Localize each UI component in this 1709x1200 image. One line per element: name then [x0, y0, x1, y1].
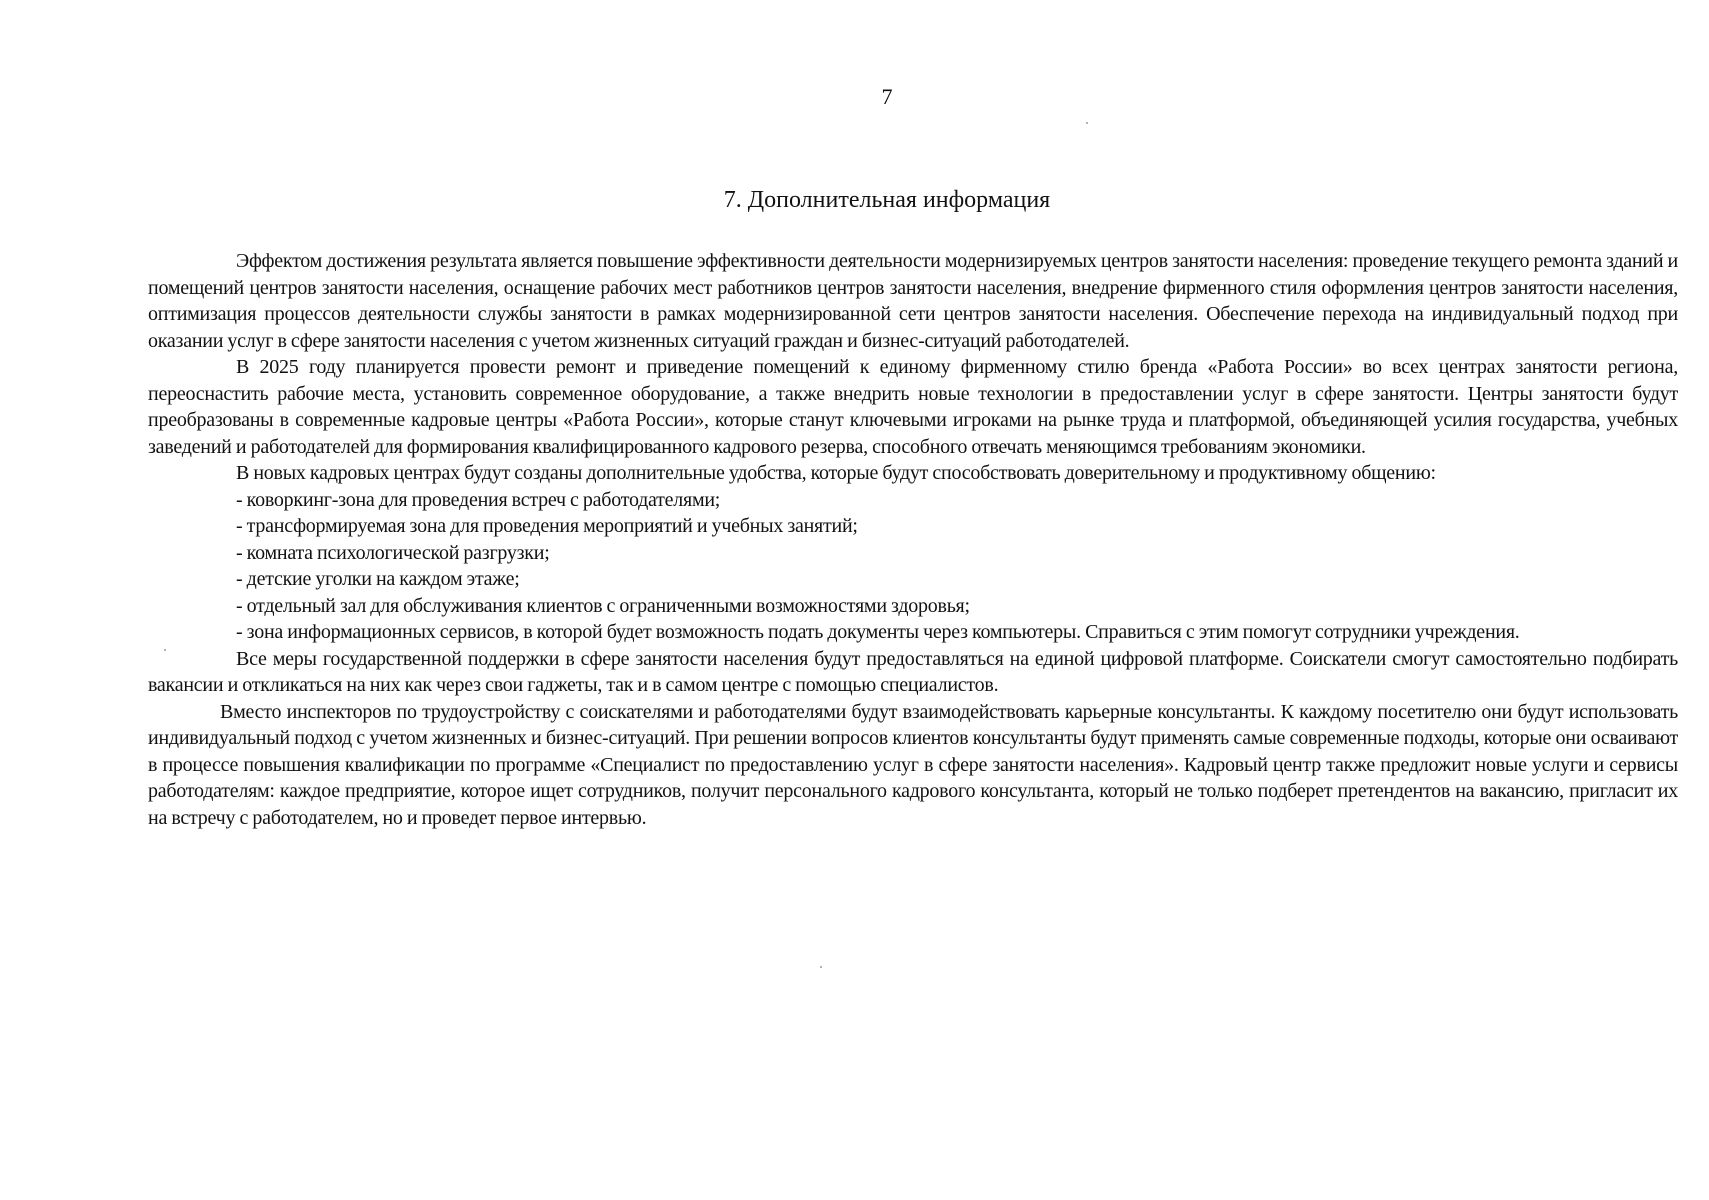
- list-item-coworking: - коворкинг-зона для проведения встреч с работодателями;: [236, 488, 721, 511]
- paragraph-digital-platform: Все меры государственной поддержки в сфере занятости населения будут предоставляться на единой цифровой платформе. Соискатели смогут самостоятельно подбирать вакансии и откликаться на них как через свои гаджеты, так и в самом центре с помощью специалистов.: [148, 647, 1678, 696]
- scan-speck: [164, 649, 166, 651]
- list-item-relaxation-room: - комната психологической разгрузки;: [236, 541, 550, 564]
- paragraph-effect: Эффектом достижения результата является повышение эффективности деятельности модернизируемых центров занятости населения: проведение текущего ремонта зданий и помещений центров занятости населения, оснащение рабочих мест работников центров занятости населения, внедрение фирменного стиля оформления центров занятости населения, оптимизация процессов деятельности службы занятости в рамках модернизированной сети центров занятости населения. Обеспечение перехода на индивидуальный подход при оказании услуг в сфере занятости населения с учетом жизненных ситуаций граждан и бизнес-ситуаций работодателей.: [148, 250, 1678, 352]
- list-item-transformable-zone: - трансформируемая зона для проведения мероприятий и учебных занятий;: [236, 515, 858, 537]
- page-number: 7: [881, 84, 893, 109]
- paragraph-amenities-intro: В новых кадровых центрах будут созданы дополнительные удобства, которые будут способствовать доверительному и продуктивному общению:: [236, 462, 1436, 484]
- paragraph-plan-2025: В 2025 году планируется провести ремонт и приведение помещений к единому фирменному стилю бренда «Работа России» во всех центрах занятости региона, переоснастить рабочие места, установить современное оборудование, а также внедрить новые технологии в предоставлении услуг в сфере занятости. Центры занятости будут преобразованы в современные кадровые центры «Работа России», которые станут ключевыми игроками на рынке труда и платформой, объединяющей усилия государства, учебных заведений и работодателей для формирования квалифицированного кадрового резерва, способного отвечать меняющимся требованиям экономики.: [148, 356, 1678, 458]
- section-title: 7. Дополнительная информация: [723, 187, 1051, 213]
- scan-speck: [1086, 122, 1088, 124]
- paragraph-career-consultants: Вместо инспекторов по трудоустройству с соискателями и работодателями будут взаимодействовать карьерные консультанты. К каждому посетителю они будут использовать индивидуальный подход с учетом жизненных и бизнес-ситуаций. При решении вопросов клиентов консультанты будут применять самые современные подходы, которые они осваивают в процессе повышения квалификации по программе «Специалист по предоставлению услуг в сфере занятости населения». Кадровый центр также предложит новые услуги и сервисы работодателям: каждое предприятие, которое ищет сотрудников, получит персонального кадрового консультанта, который не только подберет претендентов на вакансию, пригласит их на встречу с работодателем, но и проведет первое интервью.: [148, 700, 1678, 829]
- list-item-accessible-hall: - отдельный зал для обслуживания клиентов с ограниченными возможностями здоровья;: [236, 594, 970, 617]
- list-item-info-services: - зона информационных сервисов, в которой будет возможность подать документы через компьютеры. Справиться с этим помогут сотрудники учреждения.: [236, 621, 1520, 643]
- list-item-kids-corners: - детские уголки на каждом этаже;: [236, 568, 520, 590]
- document-body: [148, 248, 1678, 831]
- scan-speck: [820, 966, 822, 968]
